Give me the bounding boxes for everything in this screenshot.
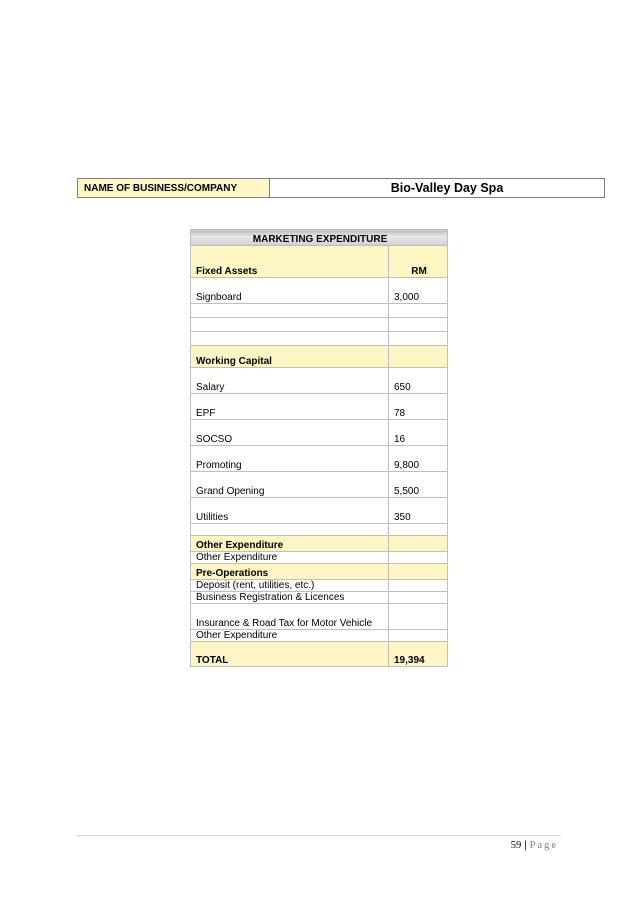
fixed-assets-row [191, 246, 448, 278]
fixed-assets-label: Fixed Assets [191, 246, 389, 278]
table-row [191, 498, 448, 524]
item-label: EPF [191, 394, 389, 420]
signboard-value: 3,000 [389, 278, 448, 304]
empty-row [191, 524, 448, 536]
table-row [191, 368, 448, 394]
footer-separator: | [524, 840, 527, 851]
table-row [191, 604, 448, 630]
item-label: Salary [191, 368, 389, 394]
table-row [191, 630, 448, 642]
empty-row [191, 304, 448, 318]
table-title: MARKETING EXPENDITURE [191, 230, 448, 246]
table-row [191, 580, 448, 592]
table-row [191, 394, 448, 420]
item-value: 650 [389, 368, 448, 394]
pre-operations-item: Business Registration & Licences [191, 592, 389, 604]
table-row [191, 278, 448, 304]
total-value: 19,394 [389, 642, 448, 667]
working-capital-label: Working Capital [191, 346, 389, 368]
item-label: SOCSO [191, 420, 389, 446]
table-row [191, 552, 448, 564]
item-label: Utilities [191, 498, 389, 524]
pre-operations-item: Other Expenditure [191, 630, 389, 642]
item-value: 78 [389, 394, 448, 420]
page-word: Page [529, 840, 558, 851]
item-label: Grand Opening [191, 472, 389, 498]
other-expenditure-label: Other Expenditure [191, 552, 389, 564]
table-title-row [191, 230, 448, 246]
signboard-label: Signboard [191, 278, 389, 304]
item-value: 16 [389, 420, 448, 446]
total-row [191, 642, 448, 667]
marketing-expenditure-table [190, 229, 448, 667]
other-expenditure-heading: Other Expenditure [191, 536, 389, 552]
pre-operations-item: Insurance & Road Tax for Motor Vehicle [191, 604, 389, 630]
company-name: Bio-Valley Day Spa [390, 181, 504, 195]
table-row [191, 446, 448, 472]
page-footer [511, 840, 558, 851]
pre-operations-heading: Pre-Operations [191, 564, 389, 580]
footer-divider [77, 835, 561, 836]
company-name-bar [77, 178, 605, 198]
item-value: 350 [389, 498, 448, 524]
pre-operations-heading-row [191, 564, 448, 580]
working-capital-row [191, 346, 448, 368]
currency-unit: RM [389, 246, 448, 278]
table-row [191, 592, 448, 604]
empty-row [191, 332, 448, 346]
company-label: NAME OF BUSINESS/COMPANY [78, 179, 270, 197]
other-expenditure-heading-row [191, 536, 448, 552]
table-row [191, 472, 448, 498]
item-value: 9,800 [389, 446, 448, 472]
total-label: TOTAL [191, 642, 389, 667]
pre-operations-item: Deposit (rent, utilities, etc.) [191, 580, 389, 592]
item-value: 5,500 [389, 472, 448, 498]
table-row [191, 420, 448, 446]
page-number: 59 [510, 840, 522, 851]
empty-row [191, 318, 448, 332]
item-label: Promoting [191, 446, 389, 472]
